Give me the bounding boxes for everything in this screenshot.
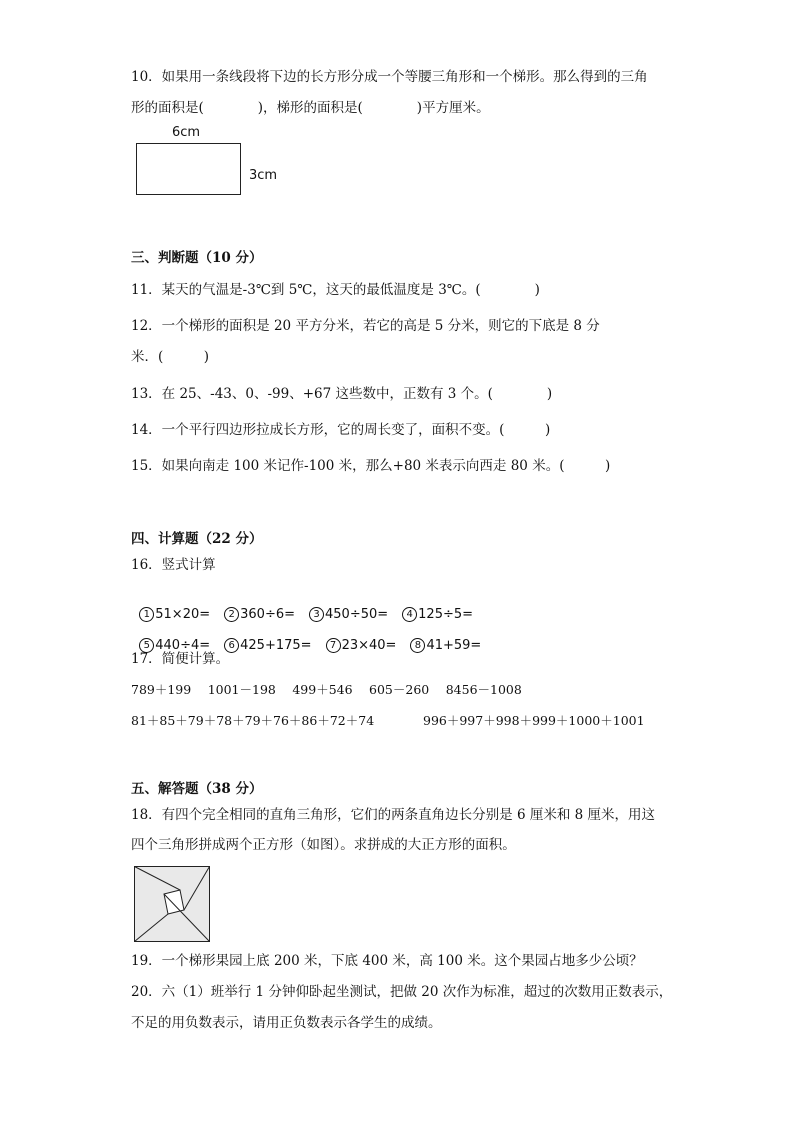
calc-expr: 425+175=	[240, 638, 312, 653]
circled-number: 4	[402, 607, 417, 622]
q17: 17．简便计算。	[131, 651, 230, 667]
q10-line1: 10．如果用一条线段将下边的长方形分成一个等腰三角形和一个梯形。那么得到的三角	[131, 69, 648, 85]
section4-title: 四、计算题（22 分）	[131, 531, 263, 547]
q19: 19．一个梯形果园上底 200 米，下底 400 米，高 100 米。这个果园占地多少公顷？	[131, 953, 643, 969]
rect-width-label: 6cm	[172, 125, 201, 140]
calc-expr: 360÷6=	[240, 607, 296, 622]
q20-line2: 不足的用负数表示，请用正负数表示各学生的成绩。	[131, 1015, 442, 1031]
section3-title: 三、判断题（10 分）	[131, 250, 263, 266]
section5-title: 五、解答题（38 分）	[131, 781, 263, 797]
simplify-row-2a: 81＋85＋79＋78＋79＋76＋86＋72＋74	[131, 713, 375, 728]
circled-number: 5	[139, 638, 154, 653]
circled-number: 8	[410, 638, 425, 653]
circled-number: 7	[326, 638, 341, 653]
q15: 15．如果向南走 100 米记作-100 米，那么+80 米表示向西走 80 米。( )	[131, 458, 611, 474]
calc-expr: 41+59=	[426, 638, 482, 653]
square-figure	[134, 866, 210, 942]
circled-number: 6	[224, 638, 239, 653]
q16: 16．竖式计算	[131, 557, 216, 573]
q14: 14．一个平行四边形拉成长方形，它的周长变了，面积不变。( )	[131, 422, 551, 438]
calc-item	[224, 638, 311, 653]
calc-expr: 23×40=	[341, 638, 397, 653]
calc-expr: 450÷50=	[325, 607, 389, 622]
circled-number: 2	[224, 607, 239, 622]
q18-line2: 四个三角形拼成两个正方形（如图）。求拼成的大正方形的面积。	[131, 837, 516, 853]
q10-line2: 形的面积是( )，梯形的面积是( )平方厘米。	[131, 100, 490, 116]
q20-line1: 20．六（1）班举行 1 分钟仰卧起坐测试，把做 20 次作为标准，超过的次数用正数表示，	[131, 984, 673, 1000]
q12-line2: 米．( )	[131, 349, 210, 365]
calc-expr: 125÷5=	[418, 607, 474, 622]
circled-number: 3	[309, 607, 324, 622]
circled-number: 1	[139, 607, 154, 622]
q11: 11．某天的气温是-3℃到 5℃，这天的最低温度是 3℃。( )	[131, 282, 540, 298]
q18-line1: 18．有四个完全相同的直角三角形，它们的两条直角边长分别是 6 厘米和 8 厘米，用这	[131, 807, 656, 823]
simplify-row-2b: 996＋997＋998＋999＋1000＋1001	[423, 713, 645, 728]
simplify-row-1: 789＋199 1001－198 499＋546 605－260 8456－1008	[131, 682, 522, 697]
rect-height-label: 3cm	[249, 168, 278, 183]
q12-line1: 12．一个梯形的面积是 20 平方分米，若它的高是 5 分米，则它的下底是 8 分	[131, 318, 600, 334]
q13: 13．在 25、-43、0、-99、+67 这些数中，正数有 3 个。( )	[131, 386, 553, 402]
calc-expr: 51×20=	[155, 607, 211, 622]
inner-square	[164, 890, 184, 914]
calc-item	[410, 638, 481, 653]
calc-expr: 440÷4=	[155, 638, 211, 653]
calc-item	[326, 638, 397, 653]
rectangle-figure	[136, 143, 241, 195]
